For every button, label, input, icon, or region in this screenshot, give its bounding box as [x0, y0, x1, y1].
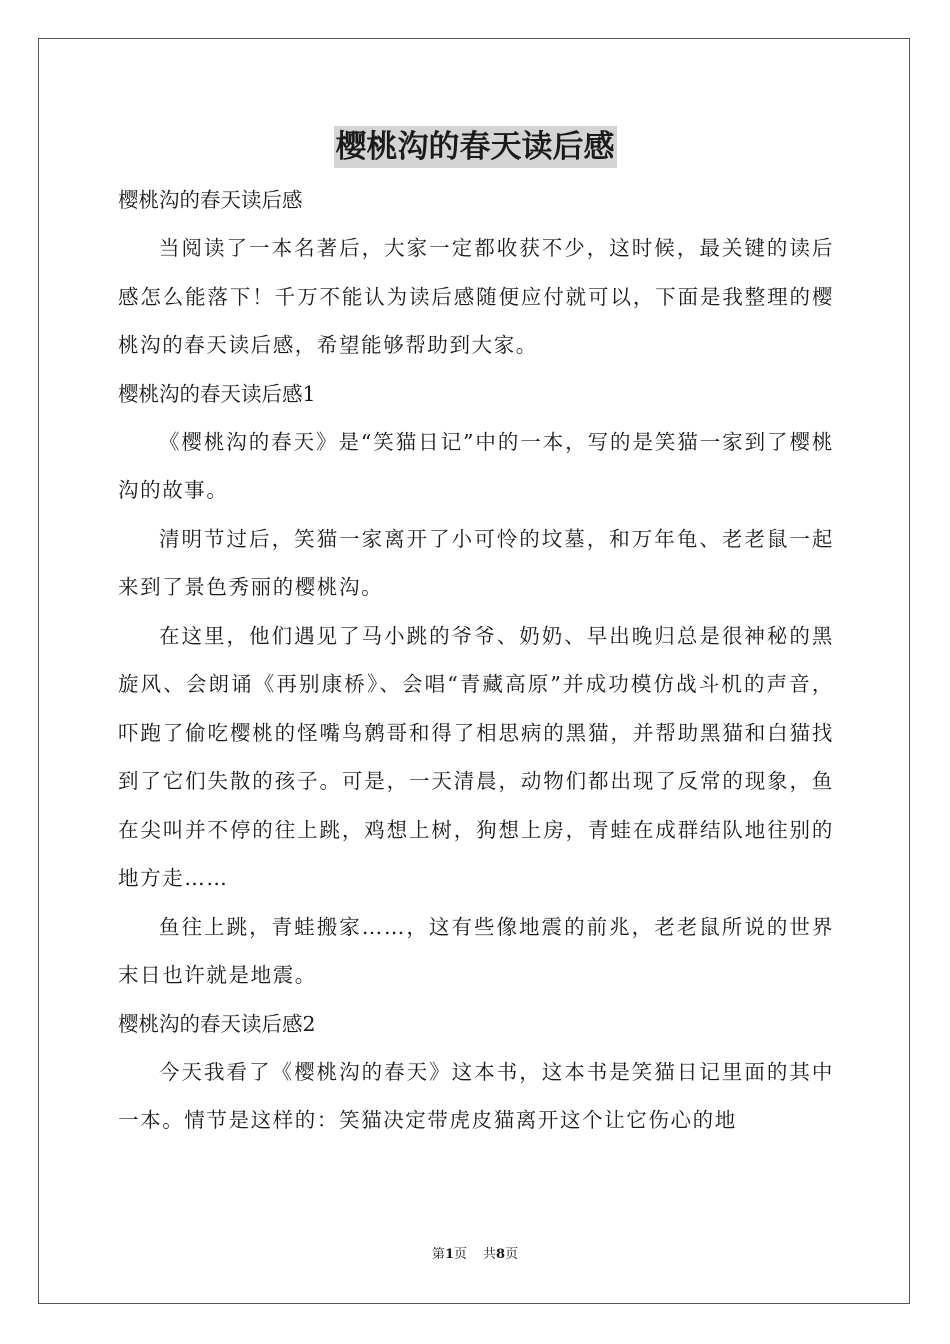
paragraph: 鱼往上跳，青蛙搬家……，这有些像地震的前兆，老老鼠所说的世界末日也许就是地震。 — [118, 914, 834, 987]
title-container — [0, 126, 950, 168]
page-unit: 页 — [453, 1247, 467, 1262]
paragraph: 当阅读了一本名著后，大家一定都收获不少，这时候，最关键的读后感怎么能落下！千万不能认为读后感随便应付就可以，下面是我整理的樱桃沟的春天读后感，希望能够帮助到大家。 — [118, 236, 834, 357]
paragraph: 今天我看了《樱桃沟的春天》这本书，这本书是笑猫日记里面的其中一本。情节是这样的：笑猫决定带虎皮猫离开这个让它伤心的地 — [118, 1059, 834, 1132]
total-prefix: 共 — [483, 1247, 497, 1262]
page-footer — [0, 1246, 950, 1264]
paragraph: 清明节过后，笑猫一家离开了小可怜的坟墓，和万年龟、老老鼠一起来到了景色秀丽的樱桃沟。 — [118, 526, 834, 599]
page-prefix: 第 — [431, 1247, 445, 1262]
section-heading: 樱桃沟的春天读后感 — [118, 188, 303, 212]
page-total: 8 — [496, 1247, 506, 1262]
page-current: 1 — [444, 1247, 454, 1262]
document-title: 樱桃沟的春天读后感 — [334, 126, 617, 168]
total-unit: 页 — [505, 1247, 519, 1262]
document-body — [118, 176, 834, 1145]
paragraph: 《樱桃沟的春天》是“笑猫日记”中的一本，写的是笑猫一家到了樱桃沟的故事。 — [118, 429, 834, 502]
section-heading: 樱桃沟的春天读后感1 — [118, 381, 316, 406]
section-heading: 樱桃沟的春天读后感2 — [118, 1011, 316, 1036]
paragraph: 在这里，他们遇见了马小跳的爷爷、奶奶、早出晚归总是很神秘的黑旋风、会朗诵《再别康桥》、会唱“青藏高原”并成功模仿战斗机的声音，吓跑了偷吃樱桃的怪嘴鸟鹩哥和得了相思病的黑猫，并帮助黑猫和白猫找到了它们失散的孩子。可是，一天清晨，动物们都出现了反常的现象，鱼在尖叫并不停的往上跳，鸡想上树，狗想上房，青蛙在成群结队地往别的地方走…… — [118, 623, 834, 890]
